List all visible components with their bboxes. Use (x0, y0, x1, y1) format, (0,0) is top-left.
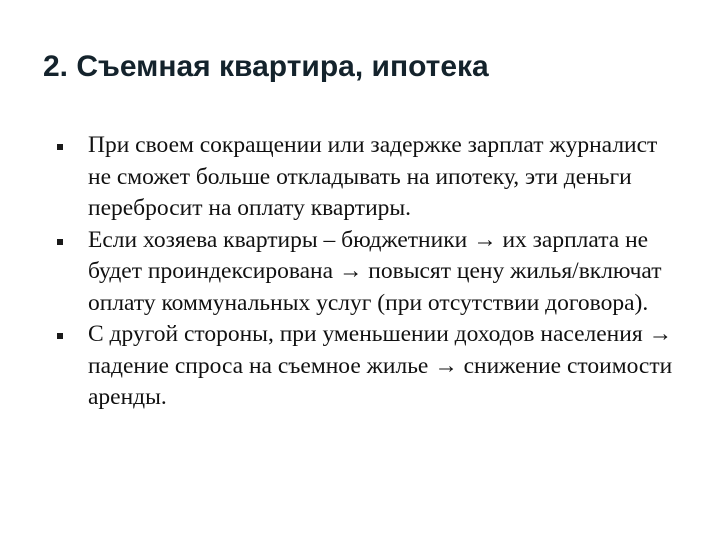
bullet-item (57, 130, 677, 225)
square-bullet-icon (57, 239, 63, 245)
bullet-item (57, 319, 677, 414)
bullet-item (57, 225, 677, 320)
square-bullet-icon (57, 144, 63, 150)
square-bullet-icon (57, 333, 63, 339)
bullet-text: С другой стороны, при уменьшении доходов населения → падение спроса на съемное жилье → снижение стоимости аренды. (88, 321, 673, 410)
slide-title: 2. Съемная квартира, ипотека (43, 50, 489, 83)
bullet-list (57, 130, 677, 414)
bullet-text: При своем сокращении или задержке зарплат журналист не сможет больше откладывать на ипотеку, эти деньги перебросит на оплату квартиры. (88, 132, 658, 221)
bullet-text: Если хозяева квартиры – бюджетники → их зарплата не будет проиндексирована → повысят цену жилья/включат оплату коммунальных услуг (при отсутствии договора). (88, 226, 662, 316)
